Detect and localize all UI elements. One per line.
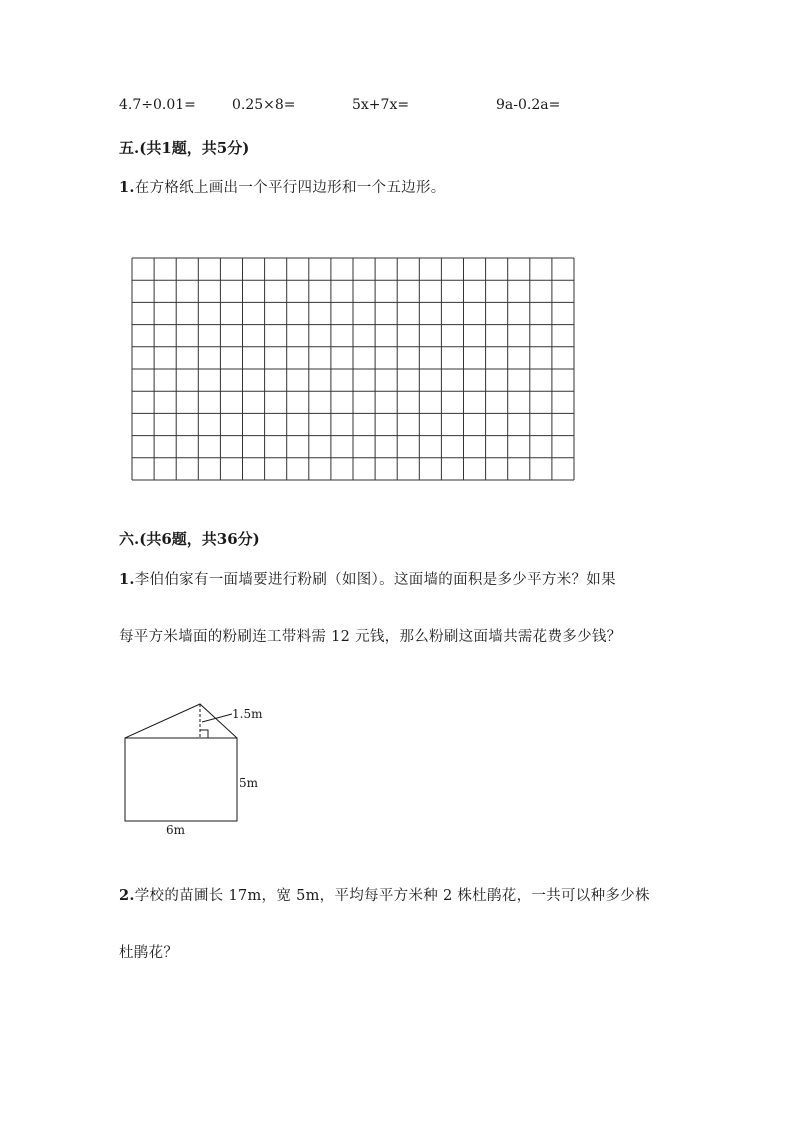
section-6-question-1-line-2: 每平方米墙面的粉刷连工带料需 12 元钱，那么粉刷这面墙共需花费多少钱？ bbox=[119, 629, 622, 645]
section-5-heading: 五.(共1题，共5分) bbox=[119, 139, 250, 157]
section-5-question-1 bbox=[119, 176, 446, 197]
side-label: 5m bbox=[239, 776, 259, 790]
question-number: 1. bbox=[119, 571, 135, 588]
calc-item-1: 4.7÷0.01= bbox=[119, 97, 196, 113]
wall-triangle bbox=[125, 704, 237, 738]
section-6-question-2-line-2: 杜鹃花？ bbox=[119, 945, 179, 961]
question-text: 李伯伯家有一面墙要进行粉刷（如图）。这面墙的面积是多少平方米？如果 bbox=[134, 572, 616, 588]
wall-rectangle bbox=[125, 738, 237, 821]
question-text: 学校的苗圃长 17m，宽 5m，平均每平方米种 2 株杜鹃花，一共可以种多少株 bbox=[134, 888, 650, 904]
height-label-leader bbox=[202, 714, 232, 722]
section-6-heading: 六.(共6题，共36分) bbox=[119, 530, 260, 548]
question-number: 2. bbox=[119, 887, 135, 904]
section-6-question-1-line-1 bbox=[119, 568, 616, 589]
square-grid-paper[interactable] bbox=[131, 257, 575, 481]
question-number: 1. bbox=[119, 179, 135, 196]
base-label: 6m bbox=[166, 823, 186, 837]
calc-item-2: 0.25×8= bbox=[232, 97, 296, 113]
height-label: 1.5m bbox=[232, 707, 263, 721]
wall-figure bbox=[110, 695, 270, 845]
right-angle-mark bbox=[200, 730, 208, 738]
calc-item-3: 5x+7x= bbox=[352, 97, 410, 113]
calc-item-4: 9a-0.2a= bbox=[496, 97, 561, 113]
section-6-question-2-line-1 bbox=[119, 884, 650, 905]
question-text: 在方格纸上画出一个平行四边形和一个五边形。 bbox=[134, 180, 446, 196]
